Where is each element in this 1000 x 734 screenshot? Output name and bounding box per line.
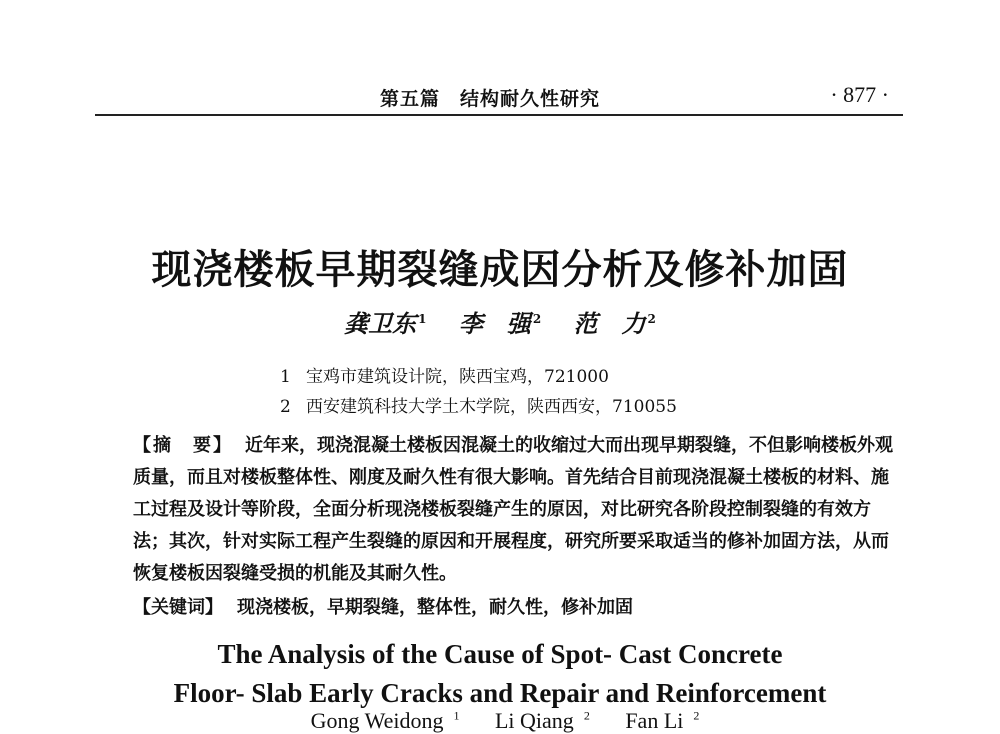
- affiliation-text: 宝鸡市建筑设计院，陕西宝鸡，721000: [306, 367, 609, 387]
- author-name: 范 力: [573, 309, 646, 338]
- english-author-name: Gong Weidong: [310, 708, 444, 733]
- english-author: [485, 708, 590, 733]
- author-list: [0, 304, 1000, 339]
- author: [344, 309, 426, 338]
- running-head: [95, 78, 903, 116]
- author: [459, 309, 541, 338]
- english-author-name: Fan Li: [625, 708, 684, 733]
- author-affil-mark: 2: [647, 312, 656, 326]
- author: [574, 309, 656, 338]
- author-affil-mark: 2: [532, 312, 542, 326]
- english-author: [615, 708, 699, 733]
- keywords-label: 【关键词】: [133, 597, 223, 618]
- affiliation-number: 1: [280, 367, 291, 387]
- english-author-name: Li Qiang: [494, 708, 574, 733]
- affiliation-text: 西安建筑科技大学土木学院，陕西西安，710055: [306, 397, 677, 417]
- english-author-affil-mark: 1: [453, 708, 460, 723]
- english-title: [0, 635, 1000, 713]
- affiliation: [280, 362, 677, 392]
- author-name: 李 强: [458, 309, 531, 338]
- abstract-label: 【摘 要】: [133, 435, 233, 456]
- author-name: 龚卫东: [344, 309, 417, 338]
- english-author-affil-mark: 2: [583, 708, 590, 723]
- section-title: 第五篇 结构耐久性研究: [380, 88, 601, 110]
- paper-title: 现浇楼板早期裂缝成因分析及修补加固: [151, 246, 849, 293]
- author-affil-mark: 1: [418, 312, 427, 326]
- keywords-text: 现浇楼板，早期裂缝，整体性，耐久性，修补加固: [237, 597, 633, 618]
- english-title-line: Floor- Slab Early Cracks and Repair and Reinforcement: [173, 678, 827, 708]
- abstract-text: 近年来，现浇混凝土楼板因混凝土的收缩过大而出现早期裂缝，不但影响楼板外观质量，而且对楼板整体性、刚度及耐久性有很大影响。首先结合目前现浇混凝土楼板的材料、施工过程及设计等阶段，全面分析现浇楼板裂缝产生的原因，对比研究各阶段控制裂缝的有效方法；其次，针对实际工程产生裂缝的原因和开展程度，研究所要采取适当的修补加固方法，从而恢复楼板因裂缝受损的机能及其耐久性。: [133, 435, 893, 584]
- affiliation-number: 2: [280, 397, 291, 417]
- english-author-affil-mark: 2: [693, 708, 700, 723]
- abstract: [133, 430, 903, 590]
- affiliation: [280, 392, 677, 422]
- affiliation-list: [280, 362, 677, 422]
- english-author: [301, 708, 460, 733]
- english-author-list: [0, 708, 1000, 734]
- keywords: [133, 593, 903, 619]
- page-number: · 877 ·: [830, 82, 889, 107]
- english-title-line: The Analysis of the Cause of Spot- Cast Concrete: [217, 639, 783, 669]
